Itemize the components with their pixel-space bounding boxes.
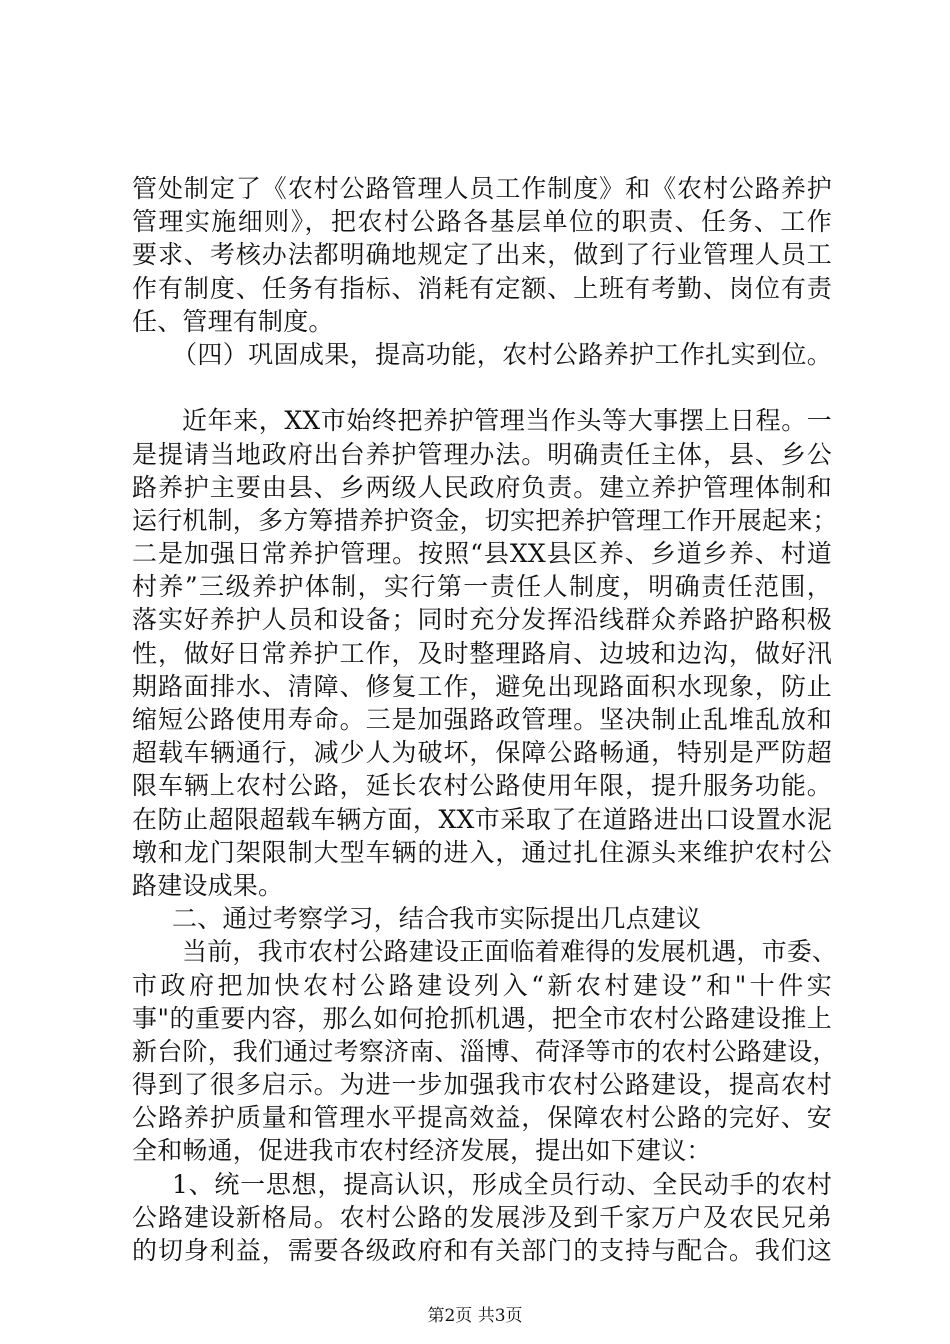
text-line: 公路养护质量和管理水平提高效益，保障农村公路的完好、安 [132,1103,832,1133]
blank-line [132,371,832,404]
text-line: 公路建设新格局。农村公路的发展涉及到千家万户及农民兄弟 [132,1202,832,1232]
text-line: 全和畅通，促进我市农村经济发展，提出如下建议： [132,1136,712,1166]
text-line: 期路面排水、清障、修复工作，避免出现路面积水现象，防止 [132,671,832,701]
text-line: 新台阶，我们通过考察济南、淄博、荷泽等市的农村公路建设， [132,1036,838,1066]
text-line: 1、统一思想，提高认识，形成全员行动、全民动手的农村 [172,1169,832,1199]
text-line: 市政府把加快农村公路建设列入“新农村建设”和"十件实 [132,970,832,1000]
document-body [132,172,838,1267]
text-line: （四）巩固成果，提高功能，农村公路养护工作扎实到位。 [172,339,832,369]
text-line: 任、管理有制度。 [132,306,334,336]
text-line: 村养”三级养护体制，实行第一责任人制度，明确责任范围， [132,572,832,602]
text-line: 管理实施细则》，把农村公路各基层单位的职责、任务、工作 [132,207,832,237]
text-line: 路建设成果。 [132,870,284,900]
text-line: 超载车辆通行，减少人为破坏，保障公路畅通，特别是严防超 [132,738,832,768]
text-line: 运行机制，多方筹措养护资金，切实把养护管理工作开展起来； [132,505,838,535]
text-line: 性，做好日常养护工作，及时整理路肩、边坡和边沟，做好汛 [132,638,832,668]
text-line: 近年来，XX市始终把养护管理当作头等大事摆上日程。一 [182,406,832,436]
page-footer: 第2页 共3页 [427,1306,523,1326]
text-line: 要求、考核办法都明确地规定了出来，做到了行业管理人员工 [132,240,832,270]
text-line: 的切身利益，需要各级政府和有关部门的支持与配合。我们这 [132,1236,832,1265]
text-line: 事"的重要内容，那么如何抢抓机遇，把全市农村公路建设推上 [132,1003,832,1033]
text-line: 落实好养护人员和设备；同时充分发挥沿线群众养路护路积极 [132,605,832,635]
text-line: 当前，我市农村公路建设正面临着难得的发展机遇，市委、 [182,937,838,967]
text-line: 缩短公路使用寿命。三是加强路政管理。坚决制止乱堆乱放和 [132,705,832,734]
text-line: 二是加强日常养护管理。按照“县XX县区养、乡道乡养、村道 [132,539,832,569]
text-line: 墩和龙门架限制大型车辆的进入，通过扎住源头来维护农村公 [132,837,832,867]
text-line: 限车辆上农村公路，延长农村公路使用年限，提升服务功能。 [132,771,832,801]
text-line: 二、通过考察学习，结合我市实际提出几点建议 [172,904,702,934]
text-line: 路养护主要由县、乡两级人民政府负责。建立养护管理体制和 [132,472,832,502]
text-line: 管处制定了《农村公路管理人员工作制度》和《农村公路养护 [132,174,832,203]
text-line: 是提请当地政府出台养护管理办法。明确责任主体，县、乡公 [132,439,832,469]
text-line: 作有制度、任务有指标、消耗有定额、上班有考勤、岗位有责 [132,273,832,303]
text-line: 得到了很多启示。为进一步加强我市农村公路建设，提高农村 [132,1070,832,1100]
text-line: 在防止超限超载车辆方面，XX市采取了在道路进出口设置水泥 [132,804,832,834]
